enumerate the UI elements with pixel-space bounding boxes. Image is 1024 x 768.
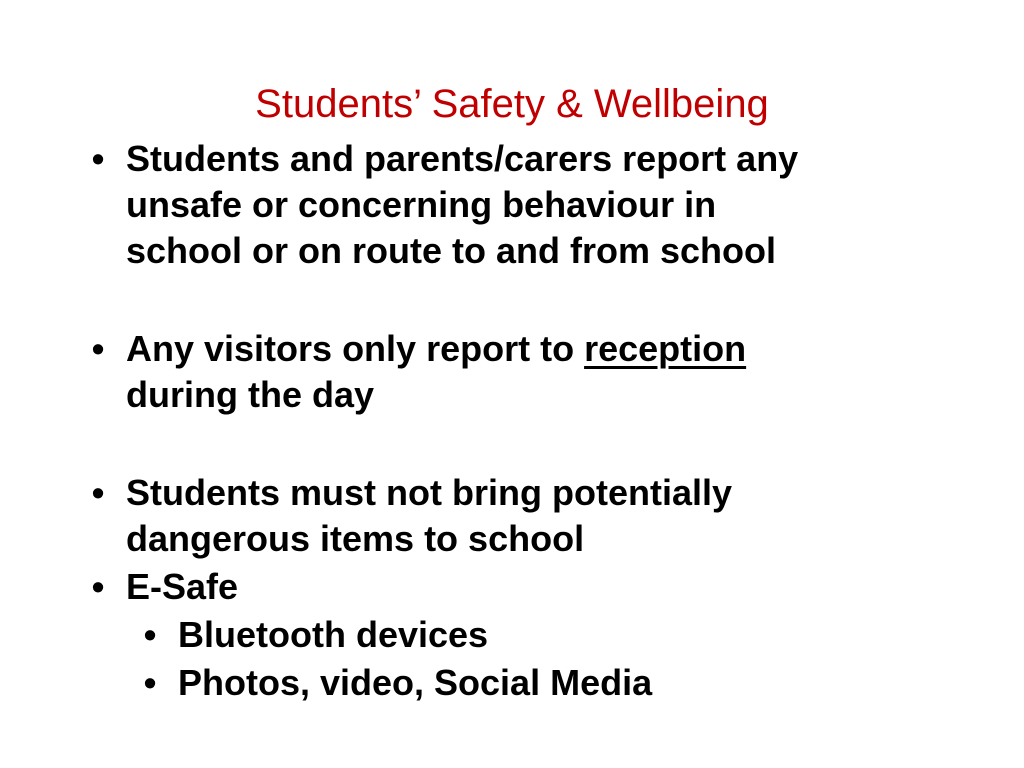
bullet-line: during the day bbox=[126, 374, 375, 415]
bullet-line bbox=[126, 326, 906, 372]
sub-bullet-item-bluetooth bbox=[143, 612, 898, 658]
bullet-line: Students and parents/carers report any bbox=[126, 138, 799, 179]
bullet-line: Students must not bring potentially bbox=[126, 472, 732, 513]
bullet-line: E-Safe bbox=[126, 566, 239, 607]
bullet-icon: • bbox=[91, 138, 105, 179]
bullet-item-visitors bbox=[91, 326, 906, 418]
slide-title: Students’ Safety & Wellbeing bbox=[255, 82, 769, 126]
bullet-icon: • bbox=[91, 566, 105, 607]
sub-bullet-item-photos bbox=[143, 660, 898, 706]
bullet-line: unsafe or concerning behaviour in bbox=[126, 184, 717, 225]
bullet-icon: • bbox=[91, 472, 105, 513]
reception-underlined-text: reception bbox=[584, 328, 747, 369]
bullet-text: Any visitors only report to bbox=[126, 328, 585, 369]
bullet-icon: • bbox=[143, 662, 157, 703]
sub-bullet-line: Photos, video, Social Media bbox=[178, 662, 653, 703]
bullet-icon: • bbox=[143, 614, 157, 655]
bullet-item-reporting bbox=[91, 136, 906, 274]
bullet-line: dangerous items to school bbox=[126, 518, 585, 559]
sub-bullet-line: Bluetooth devices bbox=[178, 614, 489, 655]
bullet-line: school or on route to and from school bbox=[126, 230, 777, 271]
bullet-icon: • bbox=[91, 328, 105, 369]
bullet-item-e-safe bbox=[91, 564, 906, 610]
bullet-item-dangerous-items bbox=[91, 470, 906, 562]
